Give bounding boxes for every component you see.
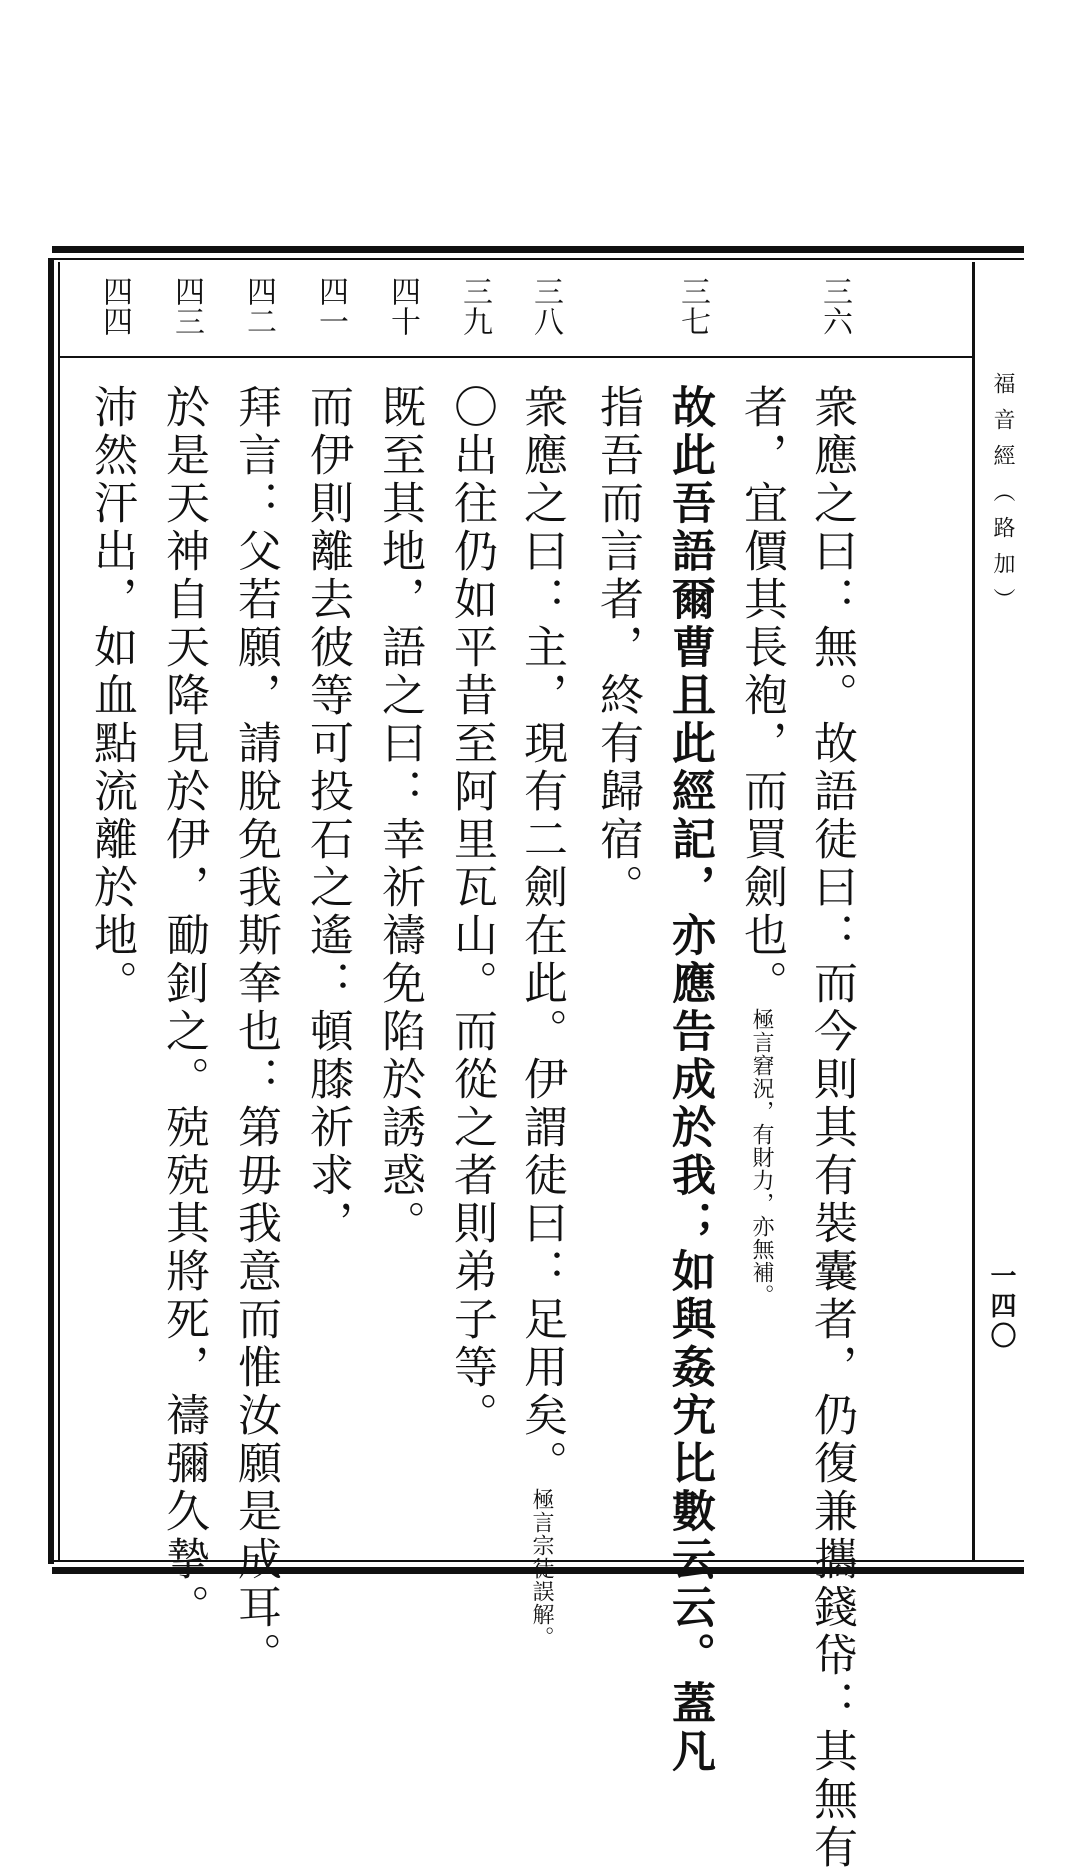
verse-text-36-cont: 者，宜價其長袍，而買劍也。 [736, 384, 787, 1008]
verse-number: 四一 [313, 276, 348, 336]
verse-text-41: 而伊則離去彼等可投石之遙：頓膝祈求， [302, 384, 353, 1248]
verse-text-36: 衆應之曰：無。故語徒曰：而今則其有裝囊者，仍復兼攜錢帒：其無有 [806, 384, 857, 1872]
verse-text [158, 384, 208, 1632]
verse-note-38: 極言宗徒誤解。 [529, 1488, 554, 1649]
verse-text-39: 〇出往仍如平昔至阿里瓦山。而從之者則弟子等。 [446, 384, 497, 1440]
verse-number: 三六 [817, 276, 852, 336]
verse-text [806, 384, 856, 1872]
book-title: 福音經（路加） [990, 372, 1015, 624]
verse-number: 四二 [241, 276, 276, 336]
verse-text [516, 384, 566, 1649]
verse-text [664, 384, 714, 1776]
verse-text-40: 既至其地，語之曰：幸祈禱免陷於誘惑。 [374, 384, 425, 1248]
left-border-thick [48, 258, 54, 1564]
verse-text [736, 384, 786, 1307]
left-border-thin [58, 262, 60, 1560]
verse-text [302, 384, 352, 1248]
verse-number: 三九 [457, 276, 492, 336]
verse-note-36: 極言窘況，有財力，亦無補。 [749, 1008, 774, 1307]
verse-text-37: 故此吾語爾曹且此經記，亦應告成於我；如與姦宄比數云云。蓋凡 [664, 384, 715, 1776]
verse-text-43: 於是天神自天降見於伊，勔釗之。殑殑其將死，禱彌久摯。 [158, 384, 209, 1632]
verse-text [86, 384, 136, 1008]
verse-text [592, 384, 642, 912]
verse-text-42: 拜言：父若願，請脫免我斯羍也：第毋我意而惟汝願是成耳。 [230, 384, 281, 1680]
verse-text-44: 沛然汗出，如血點流離於地。 [86, 384, 137, 1008]
top-border-thin [52, 258, 1024, 260]
verse-number: 四三 [169, 276, 204, 336]
verse-text [446, 384, 496, 1440]
page-number: 一四〇 [986, 1262, 1016, 1352]
verse-text [230, 384, 280, 1680]
right-border [972, 262, 975, 1560]
top-border-thick [52, 246, 1024, 253]
verse-text-37-cont: 指吾而言者，終有歸宿。 [592, 384, 643, 912]
verse-number-divider [60, 356, 972, 358]
verse-text [374, 384, 424, 1248]
verse-number: 三七 [675, 276, 710, 336]
verse-number: 四十 [385, 276, 420, 336]
verse-text-38: 衆應之曰：主，現有二劍在此。伊謂徒曰：足用矣。 [516, 384, 567, 1488]
verse-number: 四四 [97, 276, 132, 336]
verse-number: 三八 [528, 276, 563, 336]
